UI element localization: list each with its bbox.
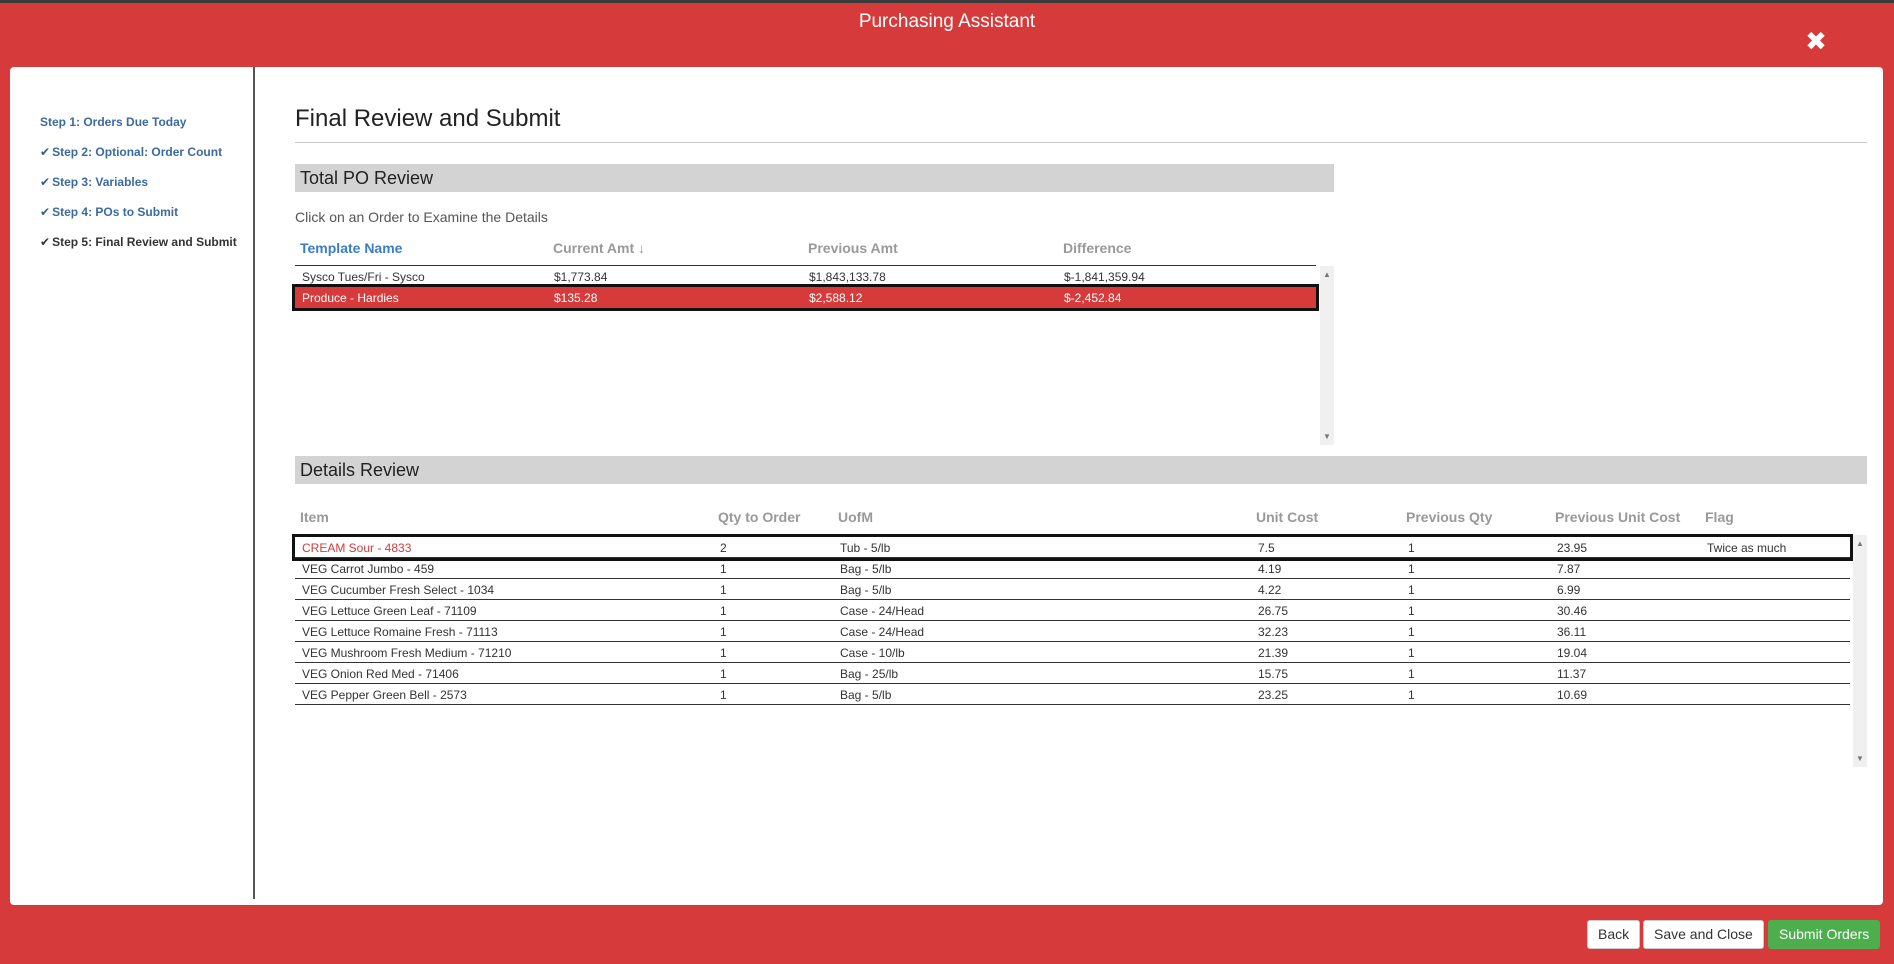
detail-qty: 1 [720, 667, 727, 681]
detail-item: VEG Lettuce Romaine Fresh - 71113 [302, 625, 498, 639]
step-5[interactable] [40, 235, 237, 265]
po-name: Produce - Hardies [302, 291, 399, 305]
detail-item: VEG Cucumber Fresh Select - 1034 [302, 583, 495, 597]
detail-prev-unit-cost: 30.46 [1557, 604, 1588, 618]
col-difference[interactable]: Difference [1063, 240, 1132, 256]
po-previous: $2,588.12 [809, 291, 863, 305]
step-list [40, 115, 237, 265]
close-icon[interactable]: ✖ [1805, 26, 1827, 56]
submit-orders-button[interactable]: Submit Orders [1768, 920, 1880, 949]
wizard-sidebar [10, 67, 255, 899]
col-item[interactable]: Item [300, 509, 329, 525]
po-review-heading: Total PO Review [295, 164, 1334, 192]
po-difference: $-2,452.84 [1064, 291, 1122, 305]
detail-row-flagged[interactable] [295, 537, 1850, 558]
scroll-up-icon[interactable]: ▲ [1856, 539, 1864, 548]
page-title: Final Review and Submit [295, 105, 561, 132]
detail-item: VEG Pepper Green Bell - 2573 [302, 688, 467, 702]
detail-item: VEG Carrot Jumbo - 459 [302, 562, 435, 576]
detail-row[interactable] [295, 684, 1850, 705]
scroll-up-icon[interactable]: ▲ [1323, 270, 1331, 279]
detail-uofm: Case - 10/lb [840, 646, 905, 660]
title-divider [295, 142, 1867, 143]
step-3[interactable] [40, 175, 237, 205]
checkmark-icon: ✔ [40, 145, 51, 159]
detail-unit-cost: 4.22 [1258, 583, 1282, 597]
detail-qty: 1 [720, 583, 727, 597]
scroll-down-icon[interactable]: ▼ [1323, 432, 1331, 441]
detail-item: VEG Mushroom Fresh Medium - 71210 [302, 646, 512, 660]
detail-item: CREAM Sour - 4833 [302, 541, 412, 555]
detail-prev-qty: 1 [1408, 625, 1415, 639]
step-label: Step 5: Final Review and Submit [52, 235, 237, 249]
main-content [284, 67, 1866, 897]
detail-unit-cost: 7.5 [1258, 541, 1275, 555]
po-review-hint: Click on an Order to Examine the Details [295, 209, 548, 225]
detail-uofm: Bag - 5/lb [840, 688, 892, 702]
detail-uofm: Bag - 25/lb [840, 667, 899, 681]
detail-uofm: Bag - 5/lb [840, 562, 892, 576]
po-row[interactable] [295, 266, 1316, 287]
step-4[interactable] [40, 205, 237, 235]
detail-unit-cost: 15.75 [1258, 667, 1289, 681]
detail-unit-cost: 4.19 [1258, 562, 1282, 576]
step-label: Step 3: Variables [52, 175, 149, 189]
detail-prev-unit-cost: 36.11 [1557, 625, 1587, 639]
col-current-amt[interactable] [553, 240, 645, 256]
modal-title: Purchasing Assistant [858, 11, 1036, 32]
col-current-amt-label: Current Amt [553, 240, 635, 256]
detail-prev-unit-cost: 11.37 [1557, 667, 1587, 681]
detail-prev-qty: 1 [1408, 583, 1415, 597]
detail-qty: 1 [720, 604, 727, 618]
detail-uofm: Tub - 5/lb [840, 541, 891, 555]
detail-row[interactable] [295, 558, 1850, 579]
detail-row[interactable] [295, 663, 1850, 684]
detail-prev-unit-cost: 19.04 [1557, 646, 1588, 660]
detail-row[interactable] [295, 642, 1850, 663]
save-and-close-button[interactable]: Save and Close [1643, 920, 1764, 949]
col-prev-unit-cost[interactable]: Previous Unit Cost [1555, 509, 1681, 525]
detail-uofm: Case - 24/Head [840, 625, 925, 639]
detail-item: VEG Lettuce Green Leaf - 71109 [302, 604, 477, 618]
detail-row[interactable] [295, 621, 1850, 642]
detail-qty: 1 [720, 562, 727, 576]
po-list[interactable] [295, 266, 1334, 445]
po-row-selected[interactable] [295, 287, 1316, 308]
scroll-down-icon[interactable]: ▼ [1856, 754, 1864, 763]
detail-prev-qty: 1 [1408, 604, 1415, 618]
detail-prev-unit-cost: 6.99 [1557, 583, 1581, 597]
checkmark-icon: ✔ [40, 175, 51, 189]
detail-qty: 2 [720, 541, 727, 555]
detail-qty: 1 [720, 646, 727, 660]
col-prev-qty[interactable]: Previous Qty [1406, 509, 1493, 525]
step-label: Step 2: Optional: Order Count [52, 145, 223, 159]
wizard-panel [10, 67, 1883, 905]
col-unit-cost[interactable]: Unit Cost [1256, 509, 1319, 525]
checkmark-icon: ✔ [40, 205, 51, 219]
col-template-name[interactable]: Template Name [300, 240, 403, 256]
po-previous: $1,843,133.78 [809, 270, 886, 284]
detail-prev-qty: 1 [1408, 688, 1415, 702]
col-flag[interactable]: Flag [1705, 509, 1734, 525]
detail-row[interactable] [295, 579, 1850, 600]
detail-qty: 1 [720, 625, 727, 639]
detail-unit-cost: 32.23 [1258, 625, 1289, 639]
step-1[interactable] [40, 115, 237, 145]
detail-unit-cost: 23.25 [1258, 688, 1289, 702]
step-label: Step 1: Orders Due Today [40, 115, 187, 129]
col-uofm[interactable]: UofM [838, 509, 873, 525]
checkmark-icon: ✔ [40, 235, 51, 249]
details-scrollbar[interactable] [1853, 535, 1867, 767]
detail-prev-unit-cost: 7.87 [1557, 562, 1581, 576]
detail-prev-unit-cost: 23.95 [1557, 541, 1588, 555]
detail-prev-qty: 1 [1408, 562, 1415, 576]
col-previous-amt[interactable]: Previous Amt [808, 240, 898, 256]
details-review-heading: Details Review [295, 456, 1867, 484]
detail-uofm: Bag - 5/lb [840, 583, 892, 597]
step-label: Step 4: POs to Submit [52, 205, 179, 219]
back-button[interactable]: Back [1587, 920, 1640, 949]
sort-desc-icon: ↓ [638, 240, 646, 256]
detail-flag: Twice as much [1707, 541, 1787, 555]
detail-unit-cost: 26.75 [1258, 604, 1289, 618]
step-2[interactable] [40, 145, 237, 175]
top-strip [0, 0, 1894, 3]
col-qty[interactable]: Qty to Order [718, 509, 801, 525]
detail-row[interactable] [295, 600, 1850, 621]
detail-qty: 1 [720, 688, 727, 702]
po-difference: $-1,841,359.94 [1064, 270, 1145, 284]
detail-uofm: Case - 24/Head [840, 604, 925, 618]
details-list[interactable] [295, 535, 1867, 767]
detail-prev-qty: 1 [1408, 646, 1415, 660]
detail-prev-qty: 1 [1408, 541, 1415, 555]
po-current: $1,773.84 [554, 270, 608, 284]
po-name: Sysco Tues/Fri - Sysco [302, 270, 425, 284]
detail-item: VEG Onion Red Med - 71406 [302, 667, 459, 681]
detail-prev-qty: 1 [1408, 667, 1415, 681]
detail-unit-cost: 21.39 [1258, 646, 1289, 660]
po-scrollbar[interactable] [1320, 266, 1334, 445]
detail-prev-unit-cost: 10.69 [1557, 688, 1588, 702]
po-current: $135.28 [554, 291, 598, 305]
